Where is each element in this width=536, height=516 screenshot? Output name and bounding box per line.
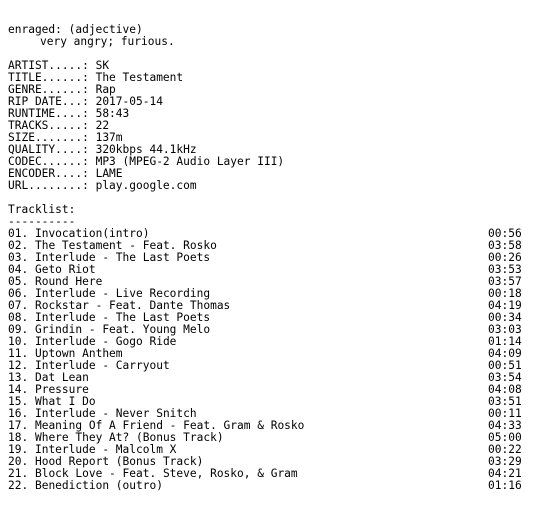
track-number: 17.: [8, 419, 29, 432]
track-title: Geto Riot: [34, 263, 96, 276]
info-label: GENRE......:: [8, 83, 89, 96]
track-duration: 03:53: [488, 263, 522, 276]
track-title: Interlude - Live Recording: [34, 287, 211, 300]
track-number: 13.: [8, 371, 29, 384]
track-number: 10.: [8, 335, 29, 348]
track-title: Round Here: [34, 275, 103, 288]
track-duration: 03:03: [488, 323, 522, 336]
track-title: Interlude - Carryout: [34, 359, 170, 372]
track-title: Rockstar - Feat. Dante Thomas: [34, 299, 231, 312]
track-duration: 03:54: [488, 371, 522, 384]
info-value: The Testament: [95, 71, 184, 84]
info-label: RIP DATE...:: [8, 95, 89, 108]
track-number: 22.: [8, 479, 29, 492]
definition-meaning: very angry; furious.: [40, 35, 175, 48]
track-number: 08.: [8, 311, 29, 324]
info-label: QUALITY....:: [8, 143, 89, 156]
track-duration: 00:34: [488, 311, 522, 324]
info-block: [8, 60, 528, 192]
info-label: RUNTIME....:: [8, 107, 89, 120]
track-title: Benediction (outro): [34, 479, 163, 492]
track-title: Grindin - Feat. Young Melo: [34, 323, 211, 336]
track-duration: 04:33: [488, 419, 522, 432]
info-value: 320kbps 44.1kHz: [95, 143, 197, 156]
track-number: 05.: [8, 275, 29, 288]
track-duration: 03:58: [488, 239, 522, 252]
track-duration: 05:00: [488, 431, 522, 444]
tracklist-rule: ----------: [8, 215, 76, 228]
track-duration: 00:26: [488, 251, 522, 264]
info-value: LAME: [95, 167, 123, 180]
track-number: 09.: [8, 323, 29, 336]
track-duration: 03:51: [488, 395, 522, 408]
info-label: ENCODER....:: [8, 167, 89, 180]
track-title: Interlude - Never Snitch: [34, 407, 197, 420]
track-title: Where They At? (Bonus Track): [34, 431, 224, 444]
track-title: The Testament - Feat. Rosko: [34, 239, 217, 252]
track-duration: 00:11: [488, 407, 522, 420]
track-duration: 01:16: [488, 479, 522, 492]
track-title: Meaning Of A Friend - Feat. Gram & Rosko: [34, 419, 305, 432]
track-number: 16.: [8, 407, 29, 420]
spacer: [8, 192, 528, 204]
track-number: 20.: [8, 455, 29, 468]
track-duration: 04:21: [488, 467, 522, 480]
track-duration: 04:19: [488, 299, 522, 312]
track-title: Dat Lean: [34, 371, 89, 384]
info-label: TRACKS.....:: [8, 119, 89, 132]
info-value: SK: [95, 59, 110, 72]
track-title: Hood Report (Bonus Track): [34, 455, 204, 468]
track-title: Uptown Anthem: [34, 347, 123, 360]
track-number: 02.: [8, 239, 29, 252]
info-row: [8, 180, 528, 192]
track-number: 07.: [8, 299, 29, 312]
track-title: Invocation(intro): [34, 227, 150, 240]
track-duration: 04:09: [488, 347, 522, 360]
info-label: SIZE.......:: [8, 131, 89, 144]
track-title: Pressure: [34, 383, 89, 396]
info-label: CODEC......:: [8, 155, 89, 168]
track-title: Interlude - Malcolm X: [34, 443, 177, 456]
tracklist-section: [8, 204, 528, 492]
release-info-document: [8, 24, 528, 492]
definition-headword: enraged: (adjective): [8, 23, 143, 36]
track-duration: 04:08: [488, 383, 522, 396]
track-list: [8, 228, 528, 492]
track-duration: 00:51: [488, 359, 522, 372]
track-number: 06.: [8, 287, 29, 300]
track-number: 19.: [8, 443, 29, 456]
track-number: 03.: [8, 251, 29, 264]
info-value: 58:43: [95, 107, 130, 120]
track-duration: 03:57: [488, 275, 522, 288]
definition-block: [8, 24, 528, 48]
track-number: 18.: [8, 431, 29, 444]
track-number: 21.: [8, 467, 29, 480]
track-title: Block Love - Feat. Steve, Rosko, & Gram: [34, 467, 298, 480]
track-title: What I Do: [34, 395, 96, 408]
info-label: URL........:: [8, 179, 89, 192]
track-number: 04.: [8, 263, 29, 276]
info-value: MP3 (MPEG-2 Audio Layer III): [95, 155, 285, 168]
info-label: ARTIST.....:: [8, 59, 89, 72]
info-value: Rap: [95, 83, 116, 96]
info-value: 137m: [95, 131, 123, 144]
track-number: 14.: [8, 383, 29, 396]
info-value: play.google.com: [95, 179, 197, 192]
track-number: 11.: [8, 347, 29, 360]
track-duration: 00:22: [488, 443, 522, 456]
track-title: Interlude - The Last Poets: [34, 311, 211, 324]
track-duration: 00:56: [488, 227, 522, 240]
track-title: Interlude - Gogo Ride: [34, 335, 177, 348]
track-duration: 00:18: [488, 287, 522, 300]
track-number: 12.: [8, 359, 29, 372]
track-number: 01.: [8, 227, 29, 240]
info-label: TITLE......:: [8, 71, 89, 84]
track-title: Interlude - The Last Poets: [34, 251, 211, 264]
track-row: [8, 480, 528, 492]
track-duration: 03:29: [488, 455, 522, 468]
track-number: 15.: [8, 395, 29, 408]
tracklist-heading: Tracklist:: [8, 203, 76, 216]
track-duration: 01:14: [488, 335, 522, 348]
info-value: 22: [95, 119, 110, 132]
info-value: 2017-05-14: [95, 95, 163, 108]
